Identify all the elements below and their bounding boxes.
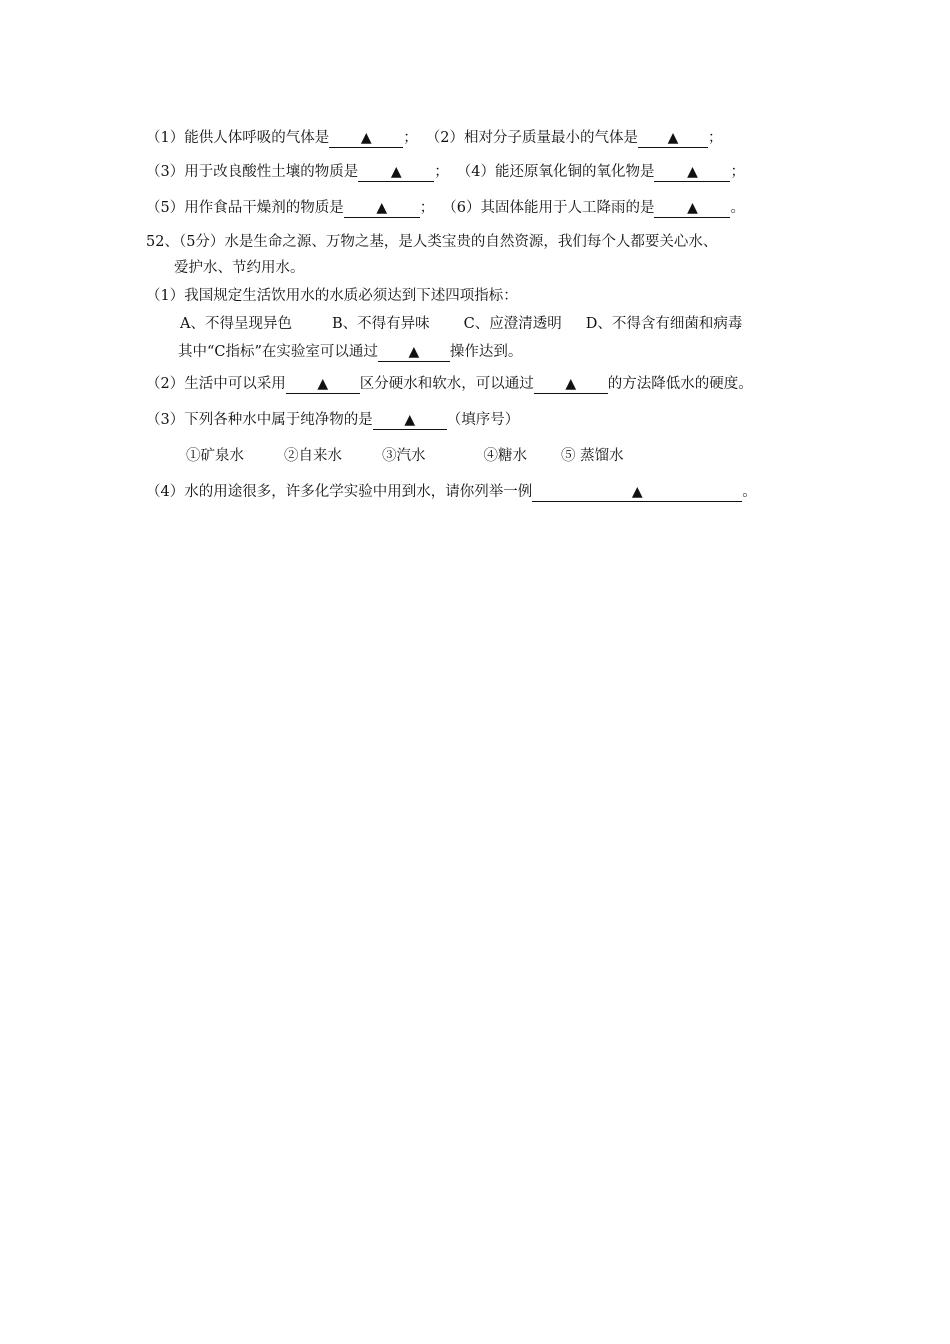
triangle-mark-icon: ▲ — [408, 344, 420, 360]
answer-blank-4[interactable] — [654, 163, 730, 182]
answer-blank-6[interactable] — [654, 199, 730, 218]
q51-item-4-text: （4）能还原氧化铜的氧化物是 — [456, 164, 655, 180]
q52-part-2 — [146, 374, 753, 394]
q51-item-1-end: ； — [403, 130, 418, 146]
q51-item-5-text: （5）用作食品干燥剂的物质是 — [146, 200, 344, 216]
triangle-mark-icon: ▲ — [376, 200, 388, 216]
option-d: D、不得含有细菌和病毒 — [585, 316, 743, 332]
answer-blank-3[interactable] — [358, 163, 434, 182]
answer-blank-11[interactable] — [532, 483, 742, 502]
part-1-b-end: 操作达到。 — [449, 344, 523, 360]
q51-item-3-end: ； — [434, 164, 449, 180]
triangle-mark-icon: ▲ — [404, 412, 416, 428]
answer-blank-7[interactable] — [378, 343, 450, 362]
q51-item-2-end: ； — [707, 130, 723, 146]
q52-part-4 — [146, 482, 757, 502]
part-2-text-c: 的方法降低水的硬度。 — [607, 376, 753, 392]
q52-part-3 — [146, 410, 519, 430]
triangle-mark-icon: ▲ — [317, 376, 329, 392]
q52-stem-line-2: 爱护水、节约用水。 — [174, 260, 305, 276]
q51-row-3 — [146, 198, 745, 218]
water-option-5: ⑤ 蒸馏水 — [561, 448, 624, 464]
q51-item-6-text: （6）其固体能用于人工降雨的是 — [442, 200, 655, 216]
water-option-4: ④糖水 — [483, 448, 527, 464]
triangle-mark-icon: ▲ — [631, 484, 643, 500]
q52-part-1-b — [178, 342, 522, 362]
q51-row-2 — [146, 162, 745, 182]
part-4-text: （4）水的用途很多，许多化学实验中用到水，请你列举一例 — [146, 484, 533, 500]
triangle-mark-icon: ▲ — [565, 376, 577, 392]
part-1-b-text: 其中“C指标”在实验室可以通过 — [178, 344, 378, 360]
answer-blank-9[interactable] — [534, 375, 608, 394]
q51-item-6-end: 。 — [730, 200, 745, 216]
q51-item-2-text: （2）相对分子质量最小的气体是 — [425, 130, 638, 146]
q52-options — [180, 314, 742, 334]
q52-water-options — [186, 446, 624, 466]
q52-stem-line-1: 52、（5分）水是生命之源、万物之基，是人类宝贵的自然资源，我们每个人都要关心水、 — [146, 234, 718, 250]
water-option-1: ①矿泉水 — [186, 448, 244, 464]
option-b: B、不得有异味 — [331, 316, 430, 332]
q51-row-1 — [146, 128, 722, 148]
q51-item-1-text: （1）能供人体呼吸的气体是 — [146, 130, 330, 146]
part-4-end: 。 — [742, 484, 757, 500]
triangle-mark-icon: ▲ — [687, 164, 698, 180]
triangle-mark-icon: ▲ — [667, 130, 679, 146]
answer-blank-5[interactable] — [344, 199, 420, 218]
answer-blank-8[interactable] — [286, 375, 360, 394]
option-c: C、应澄清透明 — [463, 316, 562, 332]
q52-part-1: （1）我国规定生活饮用水的水质必须达到下述四项指标： — [146, 288, 518, 304]
option-a: A、不得呈现异色 — [180, 316, 292, 332]
part-3-text: （3）下列各种水中属于纯净物的是 — [146, 412, 373, 428]
part-2-text-b: 区分硬水和软水，可以通过 — [359, 376, 534, 392]
answer-blank-2[interactable] — [638, 129, 708, 148]
q51-item-3-text: （3）用于改良酸性土壤的物质是 — [146, 164, 359, 180]
triangle-mark-icon: ▲ — [687, 200, 698, 216]
answer-blank-10[interactable] — [373, 411, 447, 430]
water-option-3: ③汽水 — [382, 448, 426, 464]
triangle-mark-icon: ▲ — [360, 130, 372, 146]
q51-item-4-end: ； — [730, 164, 745, 180]
q51-item-5-end: ； — [419, 200, 435, 216]
part-2-text-a: （2）生活中可以采用 — [146, 376, 286, 392]
water-option-2: ②自来水 — [284, 448, 342, 464]
part-3-note: （填序号） — [446, 412, 520, 428]
triangle-mark-icon: ▲ — [390, 164, 402, 180]
answer-blank-1[interactable] — [329, 129, 403, 148]
